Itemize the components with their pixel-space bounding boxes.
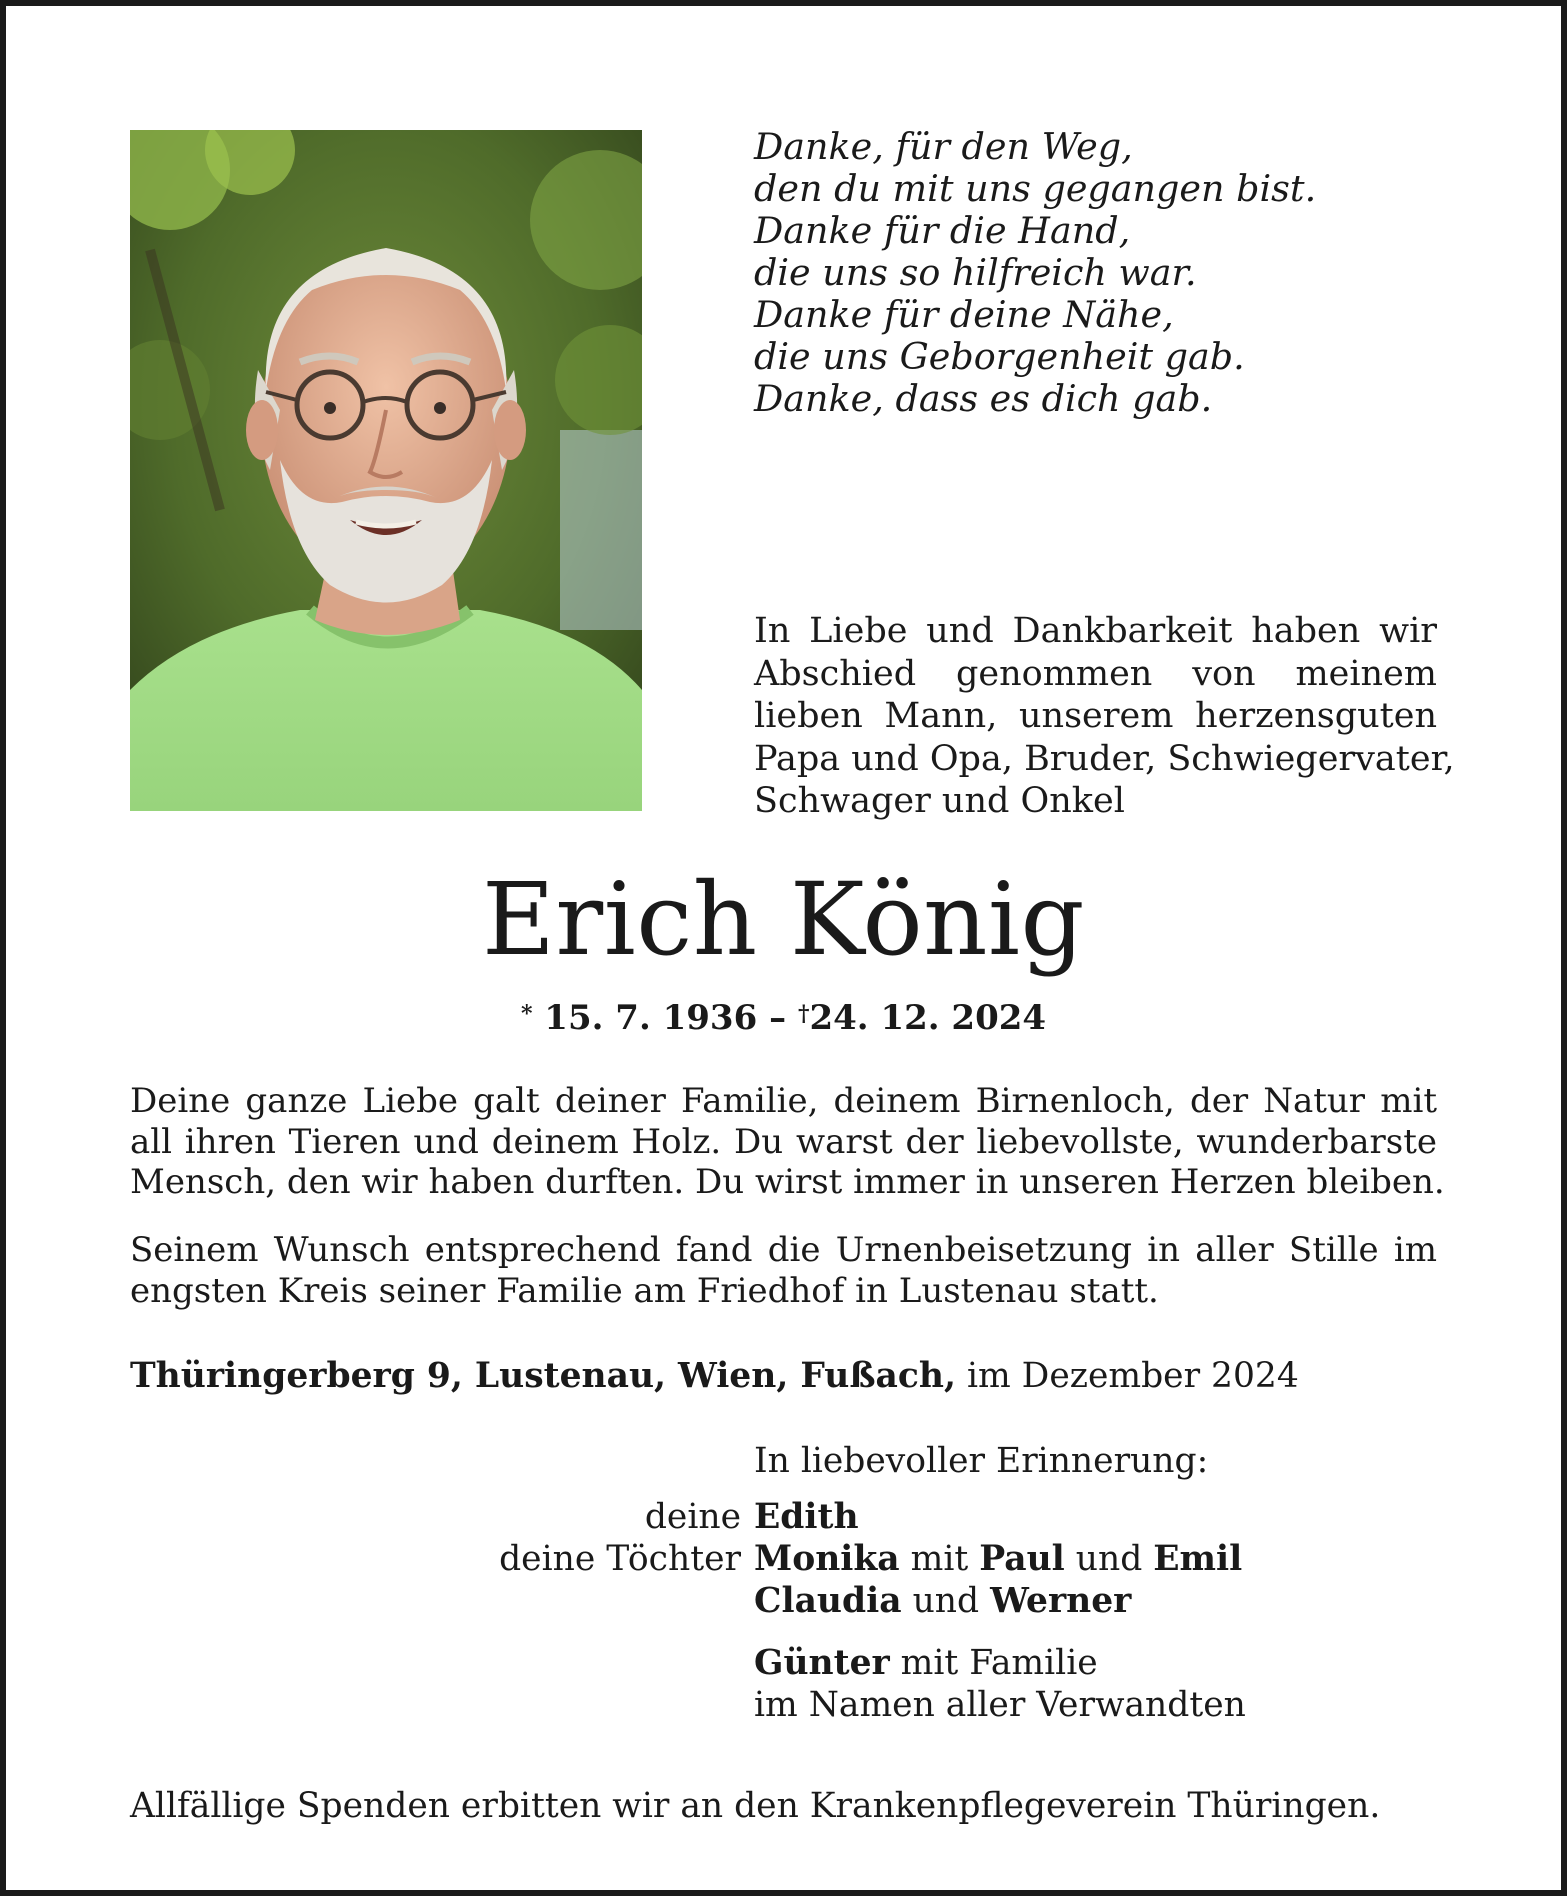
- poem-line: Danke, für den Weg,: [754, 125, 1133, 168]
- signer-name: Edith: [754, 1497, 859, 1537]
- signature-relatives: im Namen aller Verwandten: [754, 1685, 1246, 1725]
- place-date-line: [130, 1355, 1299, 1397]
- intro-line: Schwager und Onkel: [754, 781, 1125, 821]
- paragraph-line: Deine ganze Liebe galt deiner Familie, deinem Birnenloch, der Natur mit: [130, 1081, 1437, 1121]
- death-date: 24. 12. 2024: [809, 998, 1047, 1038]
- intro-line: Abschied genommen von meinem: [754, 653, 1437, 694]
- signer-name: Günter: [754, 1643, 890, 1683]
- tribute-paragraph: [130, 1081, 1445, 1203]
- connector: und: [912, 1581, 980, 1621]
- intro-line: lieben Mann, unserem herzensguten: [754, 696, 1437, 736]
- burial-paragraph: [130, 1230, 1437, 1311]
- portrait-illustration: [130, 130, 642, 811]
- signature-daughter-1: [754, 1538, 1242, 1580]
- birth-symbol: *: [520, 1001, 533, 1027]
- signer-name: Werner: [990, 1581, 1132, 1621]
- connector: mit Familie: [900, 1643, 1098, 1683]
- place-locations: Thüringerberg 9, Lustenau, Wien, Fußach,: [130, 1356, 956, 1396]
- poem-line: den du mit uns gegangen bist.: [754, 167, 1317, 210]
- paragraph-line: all ihren Tieren und deinem Holz. Du warst der liebevollste, wunderbarste: [130, 1121, 1437, 1162]
- deceased-name: Erich König: [481, 861, 1086, 978]
- birth-date: 15. 7. 1936: [544, 998, 758, 1038]
- intro-text: [754, 610, 1455, 823]
- paragraph-line: Seinem Wunsch entsprechend fand die Urnenbeisetzung in aller Stille im: [130, 1230, 1437, 1270]
- place-date: im Dezember 2024: [966, 1356, 1299, 1396]
- signer-name: Paul: [979, 1539, 1065, 1579]
- poem-line: Danke für deine Nähe,: [754, 293, 1174, 336]
- intro-line: In Liebe und Dankbarkeit haben wir: [754, 611, 1437, 651]
- signature-wife: [754, 1496, 859, 1538]
- memory-heading: In liebevoller Erinnerung:: [754, 1441, 1209, 1481]
- paragraph-line: Mensch, den wir haben durften. Du wirst immer in unseren Herzen bleiben.: [130, 1162, 1445, 1202]
- donation-note: Allfällige Spenden erbitten wir an den Krankenpflegeverein Thüringen.: [130, 1786, 1381, 1826]
- date-separator: –: [769, 998, 787, 1038]
- connector: mit: [910, 1539, 969, 1579]
- intro-line: Papa und Opa, Bruder, Schwiegervater,: [754, 738, 1455, 779]
- relation-daughters: deine Töchter: [499, 1539, 741, 1579]
- poem-line: Danke für die Hand,: [754, 209, 1131, 252]
- poem: [754, 126, 1474, 420]
- connector: und: [1075, 1539, 1143, 1579]
- poem-line: die uns Geborgenheit gab.: [754, 335, 1245, 378]
- signer-name: Monika: [754, 1539, 900, 1579]
- signer-name: Emil: [1153, 1539, 1243, 1579]
- signer-name: Claudia: [754, 1581, 902, 1621]
- paragraph-line: engsten Kreis seiner Familie am Friedhof in Lustenau statt.: [130, 1270, 1159, 1311]
- poem-line: Danke, dass es dich gab.: [754, 377, 1213, 420]
- life-dates: [0, 995, 1567, 1041]
- signature-brother: [754, 1642, 1098, 1684]
- signature-daughter-2: [754, 1580, 1131, 1622]
- portrait-photo: [130, 130, 642, 811]
- poem-line: die uns so hilfreich war.: [754, 251, 1197, 294]
- death-symbol: †: [797, 1001, 810, 1027]
- relation-wife: deine: [644, 1497, 741, 1537]
